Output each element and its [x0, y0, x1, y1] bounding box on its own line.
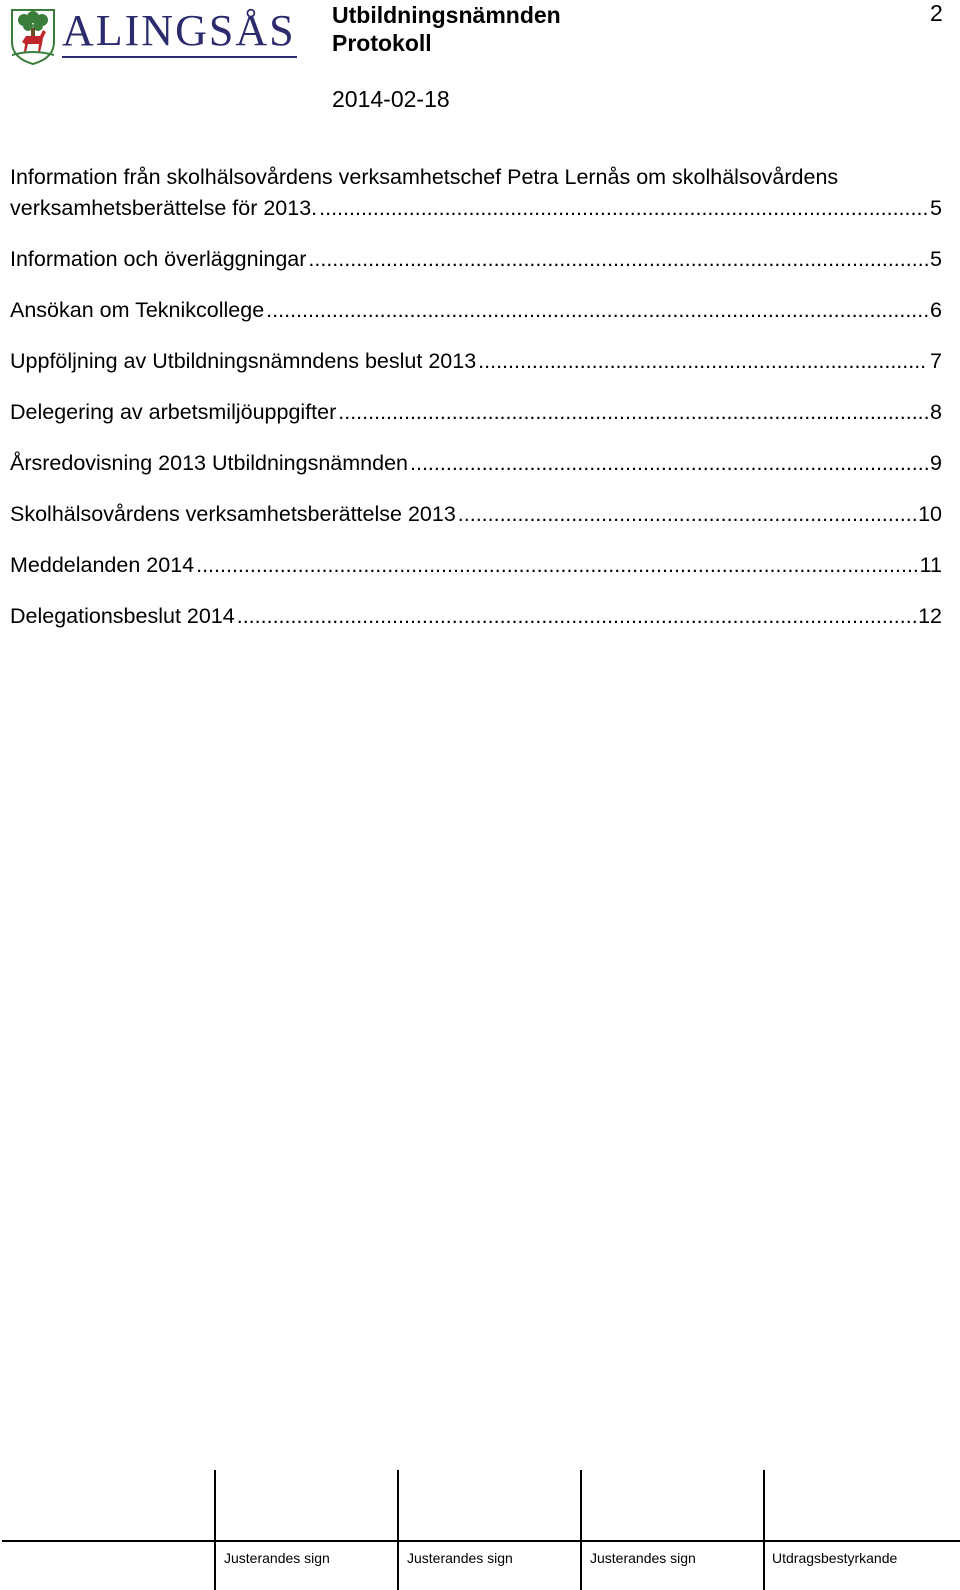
toc-entry-title: Meddelanden 2014: [10, 553, 195, 577]
toc-entry-page: 12: [918, 604, 942, 628]
logo-underline: [62, 56, 297, 58]
toc-entry-title: Årsredovisning 2013 Utbildningsnämnden: [10, 451, 409, 475]
footer-divider: [763, 1470, 765, 1590]
toc-entry[interactable]: [10, 397, 942, 428]
signature-footer: [0, 1460, 960, 1587]
toc-entry-page: 10: [918, 502, 942, 526]
municipality-logo: [10, 8, 295, 66]
page-number: 2: [930, 0, 943, 26]
toc-entry-title: Delegering av arbetsmiljöuppgifter: [10, 400, 337, 424]
table-of-contents: [10, 162, 942, 652]
toc-entry-page: 9: [930, 451, 942, 475]
toc-entry[interactable]: [10, 550, 942, 581]
committee-title: Utbildningsnämnden: [332, 2, 561, 28]
toc-leader-dots: [237, 601, 916, 632]
footer-rule: [2, 1540, 960, 1542]
logo-wordmark: ALINGSÅS: [62, 6, 296, 55]
toc-entry[interactable]: [10, 162, 942, 224]
toc-entry-page: 8: [930, 400, 942, 424]
toc-leader-dots: [196, 550, 918, 581]
toc-entry-title: Information och överläggningar: [10, 247, 307, 271]
toc-entry[interactable]: [10, 346, 942, 377]
coat-of-arms-icon: [10, 8, 56, 66]
toc-entry[interactable]: [10, 601, 942, 632]
toc-entry[interactable]: [10, 244, 942, 275]
toc-leader-dots: [410, 448, 928, 479]
toc-leader-dots: [308, 244, 928, 275]
toc-entry-page: 6: [930, 298, 942, 322]
toc-entry-title: Ansökan om Teknikcollege: [10, 298, 265, 322]
toc-entry-page: 7: [930, 349, 942, 373]
footer-divider: [580, 1470, 582, 1590]
toc-leader-dots: [338, 397, 928, 428]
toc-entry-first-line: Information från skolhälsovårdens verksamhetschef Petra Lernås om skolhälsovårdens: [10, 165, 839, 189]
toc-entry[interactable]: [10, 499, 942, 530]
document-type: Protokoll: [332, 30, 432, 56]
toc-entry-title: Skolhälsovårdens verksamhetsberättelse 2013: [10, 502, 456, 526]
toc-leader-dots: [478, 346, 928, 377]
signature-label: Justerandes sign: [590, 1550, 696, 1566]
toc-entry-title: Delegationsbeslut 2014: [10, 604, 235, 628]
toc-leader-dots: [458, 499, 916, 530]
toc-entry-page: 5: [930, 196, 942, 220]
toc-leader-dots: [266, 295, 928, 326]
toc-entry-title: Uppföljning av Utbildningsnämndens beslut 2013: [10, 349, 477, 373]
footer-divider: [397, 1470, 399, 1590]
toc-entry[interactable]: [10, 295, 942, 326]
meeting-date: 2014-02-18: [332, 86, 450, 112]
signature-label: Justerandes sign: [224, 1550, 330, 1566]
toc-leader-dots: [319, 193, 928, 224]
certification-label: Utdragsbestyrkande: [772, 1550, 898, 1566]
toc-entry-page: 11: [919, 553, 942, 577]
toc-entry[interactable]: [10, 448, 942, 479]
footer-divider: [214, 1470, 216, 1590]
toc-entry-page: 5: [930, 247, 942, 271]
signature-label: Justerandes sign: [407, 1550, 513, 1566]
toc-entry-title: verksamhetsberättelse för 2013.: [10, 196, 318, 220]
